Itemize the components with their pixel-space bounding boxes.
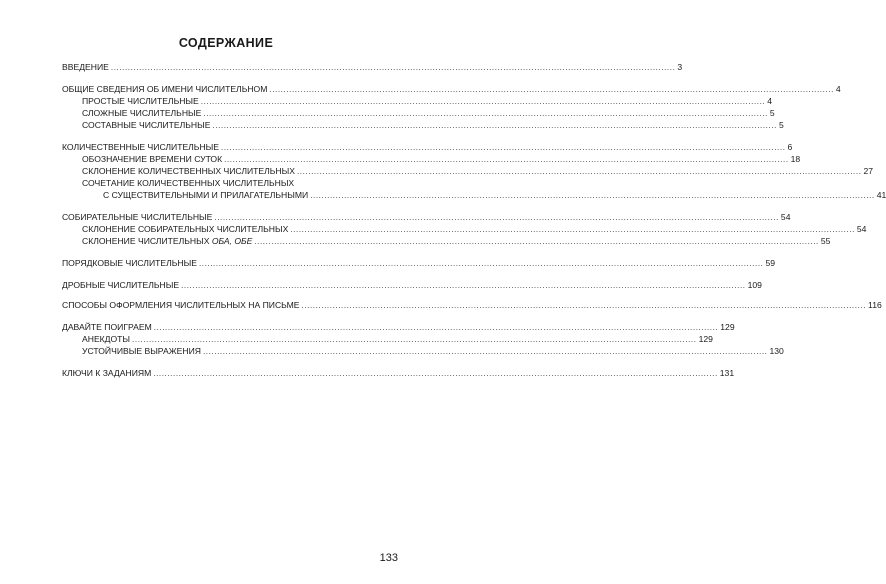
toc-entry-page: 55 [820, 236, 831, 246]
toc-entry-page: 5 [778, 120, 784, 130]
toc-entry-cardinal-declension [82, 166, 874, 177]
toc-entry-time-of-day [82, 154, 801, 165]
toc-entry-label: СКЛОНЕНИЕ СОБИРАТЕЛЬНЫХ ЧИСЛИТЕЛЬНЫХ [82, 224, 289, 234]
toc-entry-label-italic: ОБА, ОБЕ [211, 236, 253, 246]
dot-leader: ........................................................................................................................................................................................................ [310, 191, 875, 200]
toc-entry-compound [82, 120, 784, 131]
toc-entry-label-text: СКЛОНЕНИЕ ЧИСЛИТЕЛЬНЫХ [82, 236, 210, 246]
toc-entry-label: УСТОЙЧИВЫЕ ВЫРАЖЕНИЯ [82, 346, 201, 356]
toc-entry-writing [62, 300, 882, 311]
toc-entry-cardinal [62, 142, 793, 153]
toc-entry-jokes [82, 334, 713, 345]
page-title: СОДЕРЖАНИЕ [178, 36, 274, 50]
toc-entry-lets-play [62, 322, 735, 333]
page-number: 133 [379, 552, 398, 564]
toc-entry-label: СОБИРАТЕЛЬНЫЕ ЧИСЛИТЕЛЬНЫЕ [62, 212, 213, 222]
toc-entry-page: 54 [856, 224, 867, 234]
toc-entry-page: 129 [720, 322, 735, 332]
dot-leader: ........................................................................................................................................................................................................ [212, 121, 777, 130]
dot-leader: ........................................................................................................................................................................................................ [254, 237, 819, 246]
toc-entry-page: 3 [677, 62, 683, 72]
toc-entry-label: ДАВАЙТЕ ПОИГРАЕМ [62, 322, 152, 332]
toc-entry-label: СЛОЖНЫЕ ЧИСЛИТЕЛЬНЫЕ [82, 108, 202, 118]
dot-leader: ........................................................................................................................................................................................................ [153, 369, 718, 378]
toc-entry-page: 4 [767, 96, 773, 106]
toc-entry-simple [82, 96, 773, 107]
toc-entry-collective [62, 212, 791, 223]
dot-leader: ........................................................................................................................................................................................................ [202, 347, 768, 356]
toc-entry-page: 54 [780, 212, 791, 222]
toc-entry-page: 131 [719, 368, 735, 378]
dot-leader: ........................................................................................................................................................................................................ [290, 225, 855, 234]
toc-entry-oba-obe [82, 236, 831, 247]
toc-entry-label: ДРОБНЫЕ ЧИСЛИТЕЛЬНЫЕ [62, 280, 180, 290]
dot-leader: ........................................................................................................................................................................................................ [200, 97, 766, 106]
toc-entry-label: ПРОСТЫЕ ЧИСЛИТЕЛЬНЫЕ [82, 96, 199, 106]
toc-entry-page: 27 [863, 166, 874, 176]
toc-entry-answer-keys [62, 368, 735, 379]
toc-entry-label: С СУЩЕСТВИТЕЛЬНЫМИ И ПРИЛАГАТЕЛЬНЫМИ [103, 190, 309, 200]
toc-entry-page: 59 [765, 258, 776, 268]
toc-entry-combination [103, 190, 886, 201]
toc-entry-label: КОЛИЧЕСТВЕННЫЕ ЧИСЛИТЕЛЬНЫЕ [62, 142, 219, 152]
dot-leader: ........................................................................................................................................................................................................ [269, 85, 834, 94]
dot-leader: ........................................................................................................................................................................................................ [301, 301, 867, 310]
toc-entry-label: КЛЮЧИ К ЗАДАНИЯМ [62, 368, 152, 378]
toc-entry-page: 116 [868, 300, 882, 310]
toc-entry-general [62, 84, 841, 95]
toc-entry-idioms [82, 346, 784, 357]
dot-leader: ........................................................................................................................................................................................................ [198, 259, 764, 268]
toc-entry-label [82, 236, 252, 247]
toc-entry-page: 41 [876, 190, 886, 200]
dot-leader: ........................................................................................................................................................................................................ [221, 143, 786, 152]
dot-leader: ........................................................................................................................................................................................................ [203, 109, 768, 118]
toc-entry-fractional [62, 280, 762, 291]
toc-entry-label: ОБОЗНАЧЕНИЕ ВРЕМЕНИ СУТОК [82, 154, 223, 164]
dot-leader: ........................................................................................................................................................................................................ [132, 335, 697, 344]
toc-entry-label: СКЛОНЕНИЕ КОЛИЧЕСТВЕННЫХ ЧИСЛИТЕЛЬНЫХ [82, 166, 295, 176]
toc-entry-page: 18 [790, 154, 801, 164]
toc-entry-combination-line1: СОЧЕТАНИЕ КОЛИЧЕСТВЕННЫХ ЧИСЛИТЕЛЬНЫХ [82, 178, 295, 188]
dot-leader: ........................................................................................................................................................................................................ [181, 281, 746, 290]
dot-leader: ........................................................................................................................................................................................................ [110, 63, 676, 72]
toc-entry-collective-declension [82, 224, 867, 235]
toc-entry-label: ПОРЯДКОВЫЕ ЧИСЛИТЕЛЬНЫЕ [62, 258, 197, 268]
toc-entry-label: ВВЕДЕНИЕ [62, 62, 109, 72]
dot-leader: ........................................................................................................................................................................................................ [214, 213, 779, 222]
toc-entry-page: 130 [769, 346, 784, 356]
toc-entry-label: СОСТАВНЫЕ ЧИСЛИТЕЛЬНЫЕ [82, 120, 211, 130]
toc-entry-label: СПОСОБЫ ОФОРМЛЕНИЯ ЧИСЛИТЕЛЬНЫХ НА ПИСЬМЕ [62, 300, 300, 310]
toc-entry-complex [82, 108, 775, 119]
toc-entry-page: 5 [769, 108, 775, 118]
toc-entry-page: 109 [747, 280, 762, 290]
dot-leader: ........................................................................................................................................................................................................ [296, 167, 862, 176]
toc-entry-page: 4 [835, 84, 841, 94]
dot-leader: ........................................................................................................................................................................................................ [153, 323, 719, 332]
dot-leader: ........................................................................................................................................................................................................ [224, 155, 789, 164]
toc-entry-ordinal [62, 258, 776, 269]
toc-entry-page: 129 [698, 334, 713, 344]
toc-entry-introduction [62, 62, 683, 73]
toc-entry-label: ОБЩИЕ СВЕДЕНИЯ ОБ ИМЕНИ ЧИСЛИТЕЛЬНОМ [62, 84, 268, 94]
toc-entry-page: 6 [787, 142, 793, 152]
toc-entry-label: АНЕКДОТЫ [82, 334, 131, 344]
